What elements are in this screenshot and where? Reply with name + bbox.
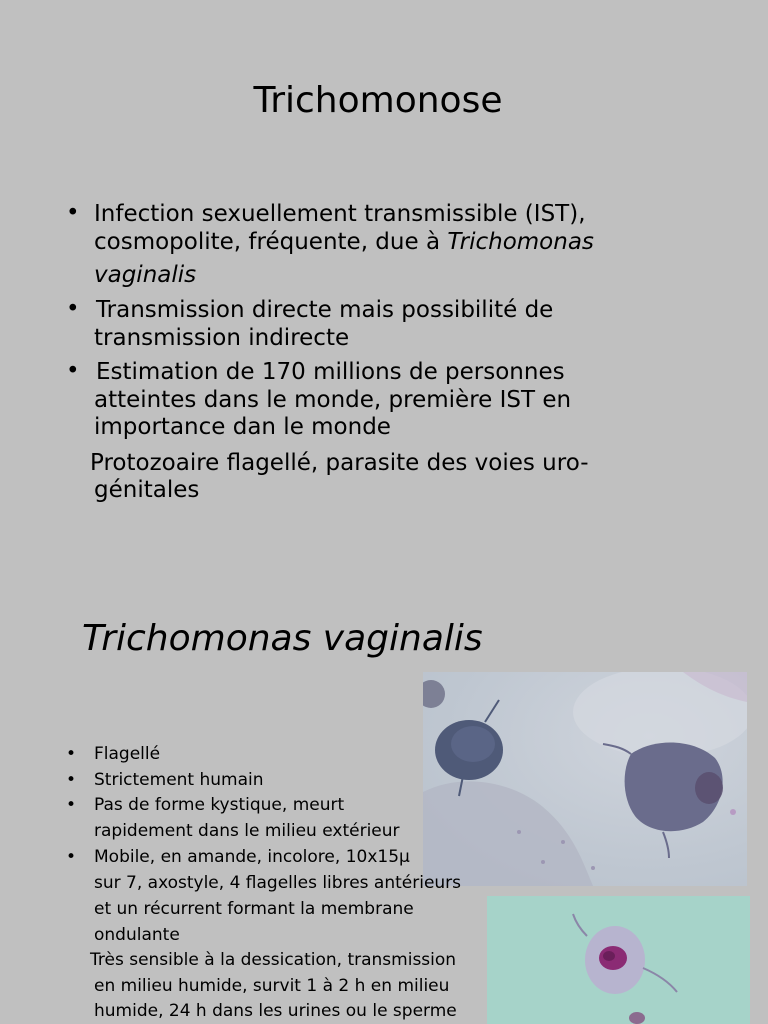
- micrograph-drawing: [423, 672, 747, 886]
- bullet-dot: •: [66, 770, 77, 790]
- bullet-dot: •: [66, 795, 77, 815]
- bullet-text: Infection sexuellement transmissible (IST),: [94, 201, 586, 227]
- micrograph-image: [423, 672, 747, 886]
- bullet-text: importance dan le monde: [94, 414, 391, 440]
- paragraph-text: Protozoaire flagellé, parasite des voies uro-: [90, 450, 589, 476]
- slide-title: Trichomonas vaginalis: [82, 618, 483, 659]
- bullet-dot: •: [66, 200, 80, 226]
- bullet-text: rapidement dans le milieu extérieur: [94, 821, 400, 841]
- bullet-text: sur 7, axostyle, 4 flagelles libres antérieurs: [94, 873, 462, 893]
- paragraph-text: Très sensible à la dessication, transmission: [90, 950, 457, 970]
- bullet-dot: •: [66, 296, 80, 322]
- bullet-text: Mobile, en amande, incolore, 10x15µ: [94, 847, 410, 867]
- bullet-text: Flagellé: [94, 744, 161, 764]
- bullet-dot: •: [66, 358, 80, 384]
- bullet-text: et un récurrent formant la membrane: [94, 899, 414, 919]
- slide-title: Trichomonose: [253, 80, 503, 121]
- paragraph-text: génitales: [94, 477, 200, 503]
- bullet-text: Transmission directe mais possibilité de: [96, 297, 554, 323]
- bullet-text: ondulante: [94, 925, 180, 945]
- slide-trichomonas-vaginalis: [0, 580, 768, 1024]
- bullet-text: cosmopolite, fréquente, due à Trichomonas: [94, 229, 594, 255]
- paragraph-text: humide, 24 h dans les urines ou le sperme: [94, 1001, 457, 1021]
- bullet-text: Strictement humain: [94, 770, 264, 790]
- bullet-text: vaginalis: [94, 262, 197, 288]
- bullet-text: Pas de forme kystique, meurt: [94, 795, 345, 815]
- bullet-text: atteintes dans le monde, première IST en: [94, 387, 572, 413]
- bullet-dot: •: [66, 847, 77, 867]
- bullet-dot: •: [66, 744, 77, 764]
- bullet-text: transmission indirecte: [94, 325, 350, 351]
- micrograph-image: [487, 896, 750, 1024]
- micrograph-drawing: [487, 896, 750, 1024]
- paragraph-text: en milieu humide, survit 1 à 2 h en milieu: [94, 976, 450, 996]
- bullet-text: Estimation de 170 millions de personnes: [96, 359, 565, 385]
